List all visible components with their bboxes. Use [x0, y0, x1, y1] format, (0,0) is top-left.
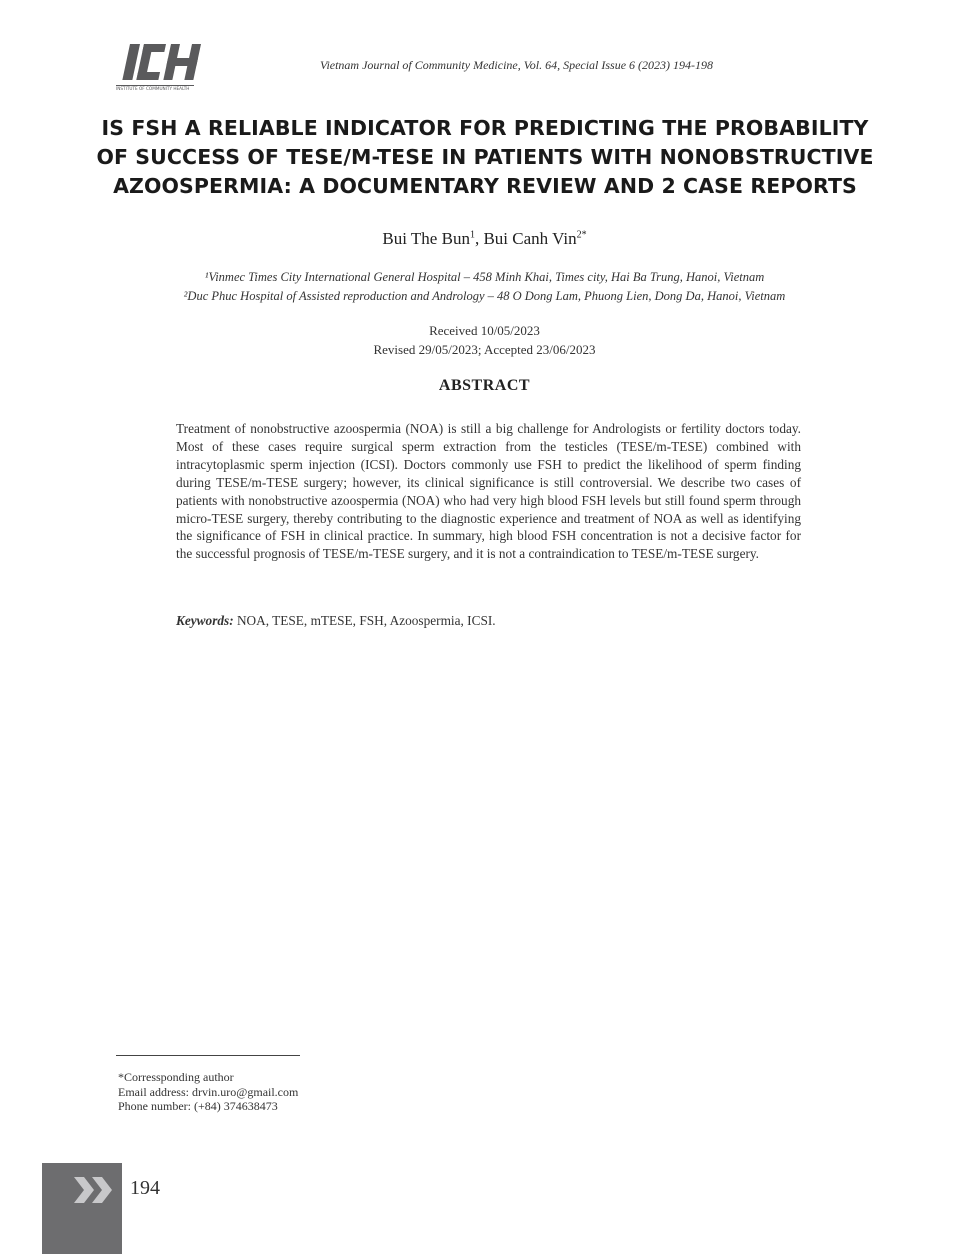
page-tab [42, 1163, 122, 1254]
author-separator: , [474, 229, 484, 248]
footnotes [118, 1070, 298, 1114]
received-date: Received 10/05/2023 [429, 323, 540, 338]
keywords-label: Keywords: [176, 613, 234, 628]
footnote-divider [116, 1055, 300, 1056]
affiliation-1: ¹Vinmec Times City International General Hospital – 458 Minh Khai, Times city, Hai Ba Trung, Hanoi, Vietnam [204, 270, 765, 284]
page-number: 194 [130, 1177, 160, 1199]
keywords-list: NOA, TESE, mTESE, FSH, Azoospermia, ICSI. [233, 613, 496, 628]
author-list [0, 229, 969, 249]
abstract-body: Treatment of nonobstructive azoospermia (NOA) is still a big challenge for Andrologists or fertility doctors today. Most of these cases require surgical sperm extraction from the testicles (TESE/m-TESE) combined with intracytoplasmic sperm injection (ICSI). Doctors commonly use FSH to predict the likelihood of sperm finding during TESE/m-TESE surgery; however, its clinical significance is still controversial. We describe two cases of patients with nonobstructive azoospermia (NOA) who had very high blood FSH levels but still found sperm through micro-TESE surgery, thereby contributing to the diagnostic experience and treatment of NOA as well as identifying the significance of FSH in clinical practice. In summary, high blood FSH concentration is not a decisive factor for the successful prognosis of TESE/m-TESE surgery, and it is not a contraindication to TESE/m-TESE surgery. [176, 421, 801, 562]
keywords [176, 613, 801, 629]
title-line-1: IS FSH A RELIABLE INDICATOR FOR PREDICTING THE PROBABILITY [101, 116, 869, 140]
abstract-heading: ABSTRACT [438, 377, 531, 394]
author-1: Bui The Bun [382, 229, 470, 248]
title-line-2: OF SUCCESS OF TESE/M-TESE IN PATIENTS WITH NONOBSTRUCTIVE [96, 145, 874, 169]
author-2-affiliation: 2* [576, 229, 587, 241]
revised-accepted-date: Revised 29/05/2023; Accepted 23/06/2023 [373, 342, 596, 357]
affiliation-2: ²Duc Phuc Hospital of Assisted reproduction and Andrology – 48 O Dong Lam, Phuong Lien, Dong Da, Hanoi, Vietnam [183, 289, 786, 303]
title-line-3: AZOOSPERMIA: A DOCUMENTARY REVIEW AND 2 CASE REPORTS [113, 174, 857, 198]
article-title [90, 114, 880, 201]
author-2: Bui Canh Vin [483, 229, 577, 248]
phone-number: Phone number: (+84) 374638473 [118, 1099, 278, 1113]
corresponding-author-note: *Corressponding author [118, 1070, 234, 1084]
author-1-affiliation: 1 [469, 229, 475, 241]
journal-citation: Vietnam Journal of Community Medicine, Vol. 64, Special Issue 6 (2023) 194-198 [320, 58, 714, 72]
article-dates [0, 321, 969, 359]
affiliations [0, 268, 969, 306]
logo-caption: INSTITUTE OF COMMUNITY HEALTH [116, 86, 190, 90]
double-chevron-icon [72, 1173, 118, 1207]
journal-logo [116, 44, 206, 90]
email-address: Email address: drvin.uro@gmail.com [118, 1084, 299, 1099]
